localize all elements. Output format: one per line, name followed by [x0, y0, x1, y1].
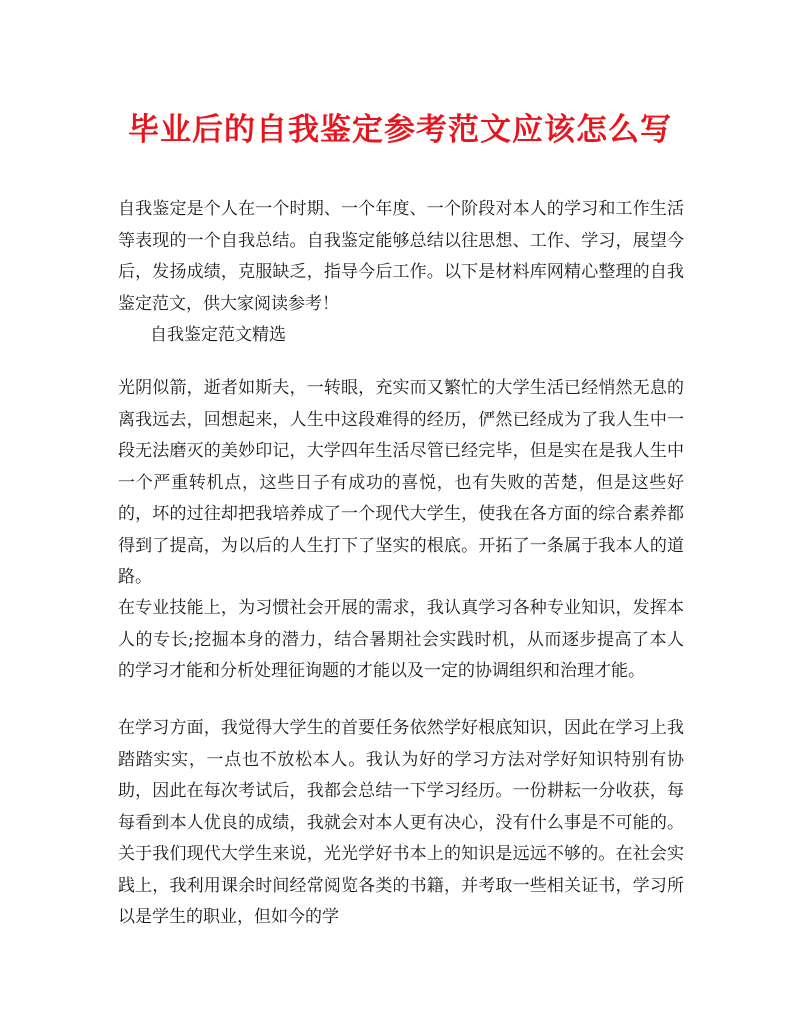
body-paragraph: 在专业技能上，为习惯社会开展的需求，我认真学习各种专业知识，发挥本人的专长;挖掘本身的潜力，结合暑期社会实践时机，从而逐步提高了本人的学习才能和分析处理征询题的才能以及一定的协调组织和治理才能。: [118, 598, 684, 681]
intro-paragraph: 自我鉴定是个人在一个时期、一个年度、一个阶段对本人的学习和工作生活等表现的一个自我总结。自我鉴定能够总结以往思想、工作、学习，展望今后，发扬成绩，克服缺乏，指导今后工作。以下是材料库网精心整理的自我鉴定范文，供大家阅读参考！: [118, 199, 684, 314]
section-subheading: 自我鉴定范文精选: [150, 325, 286, 345]
body-paragraph: 光阴似箭，逝者如斯夫，一转眼，充实而又繁忙的大学生活已经悄然无息的离我远去，回想起来，人生中这段难得的经历，俨然已经成为了我人生中一段无法磨灭的美妙印记，大学四年生活尽管已经完毕，但是实在是我人生中一个严重转机点，这些日子有成功的喜悦，也有失败的苦楚，但是这些好的，坏的过往却把我培养成了一个现代大学生，使我在各方面的综合素养都得到了提高，为以后的人生打下了坚实的根底。开拓了一条属于我本人的道路。: [118, 378, 684, 587]
body-paragraph: 在学习方面，我觉得大学生的首要任务依然学好根底知识，因此在学习上我踏踏实实，一点也不放松本人。我认为好的学习方法对学好知识特别有协助，因此在每次考试后，我都会总结一下学习经历。一份耕耘一分收获，每每看到本人优良的成绩，我就会对本人更有决心，没有什么事是不可能的。关于我们现代大学生来说，光光学好书本上的知识是远远不够的。在社会实践上，我利用课余时间经常阅览各类的书籍，并考取一些相关证书，学习所以是学生的职业，但如今的学: [118, 718, 684, 927]
page-title: 毕业后的自我鉴定参考范文应该怎么写: [128, 112, 672, 148]
